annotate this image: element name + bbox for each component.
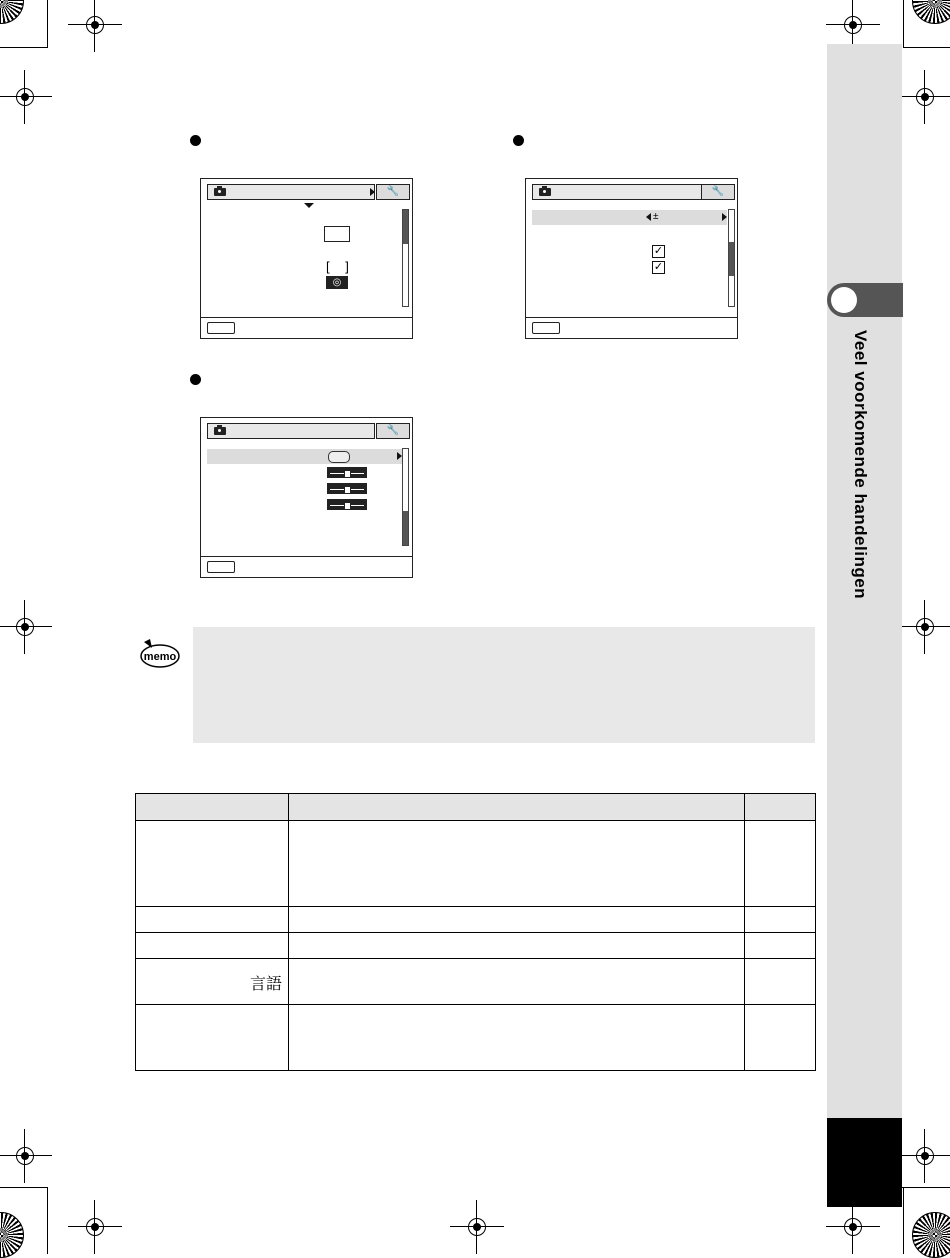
menu-button-indicator[interactable]	[207, 561, 235, 573]
menu-bottom-bar	[201, 317, 412, 338]
menu-button-indicator[interactable]	[532, 322, 560, 334]
arrow-left-icon	[646, 213, 651, 221]
menu-button-indicator[interactable]	[207, 322, 235, 334]
registration-starburst-bottom-right	[912, 1212, 950, 1258]
saturation-slider[interactable]	[327, 483, 367, 494]
menu-scrollbar[interactable]	[402, 448, 409, 546]
camera-icon	[214, 186, 226, 196]
table-cell	[136, 821, 289, 907]
table-header-cell	[745, 794, 816, 821]
table-cell	[289, 959, 745, 1005]
table-header-row	[136, 794, 816, 821]
wrench-icon: 🔧	[386, 425, 400, 436]
menu-scrollbar[interactable]	[402, 209, 409, 307]
table-cell	[289, 821, 745, 907]
memo-note-box	[193, 627, 815, 743]
section-bullet	[190, 374, 201, 385]
crop-line	[47, 0, 48, 48]
table-row	[136, 907, 816, 933]
chapter-number-circle	[831, 287, 857, 313]
chapter-sidebar	[827, 44, 902, 1207]
table-row	[136, 821, 816, 907]
svg-text:memo: memo	[143, 651, 177, 663]
chapter-title: Veel voorkomende handelingen	[851, 330, 870, 600]
camera-menu-screen-2	[525, 178, 738, 339]
crop-line	[903, 47, 950, 48]
settings-table	[135, 793, 816, 1071]
selected-menu-row[interactable]	[207, 449, 403, 464]
registration-mark	[912, 614, 938, 640]
registration-mark	[82, 1214, 108, 1240]
arrow-right-icon	[722, 213, 727, 221]
menu-bottom-bar	[201, 556, 412, 577]
section-bullet	[190, 135, 201, 146]
menu-tab-photo[interactable]	[532, 184, 702, 200]
registration-mark	[840, 1214, 866, 1240]
metering-icon: ◎	[326, 276, 348, 289]
crop-line	[903, 0, 904, 48]
menu-tab-photo[interactable]	[207, 423, 375, 439]
registration-mark	[12, 1143, 38, 1169]
registration-mark	[12, 84, 38, 110]
crop-line	[0, 1187, 48, 1188]
contrast-slider[interactable]	[327, 499, 367, 510]
table-row	[136, 959, 816, 1005]
selected-menu-row[interactable]	[532, 210, 727, 225]
table-header-cell	[289, 794, 745, 821]
registration-mark	[840, 12, 866, 38]
crop-line	[0, 47, 48, 48]
table-cell	[745, 821, 816, 907]
section-bullet	[513, 135, 524, 146]
crop-line	[47, 1187, 48, 1254]
table-cell	[745, 907, 816, 933]
registration-mark	[464, 1214, 490, 1240]
camera-icon	[214, 425, 226, 435]
menu-tab-setup[interactable]	[376, 184, 410, 200]
table-cell-language: 言語	[136, 959, 289, 1005]
wrench-icon: 🔧	[386, 186, 400, 197]
table-row	[136, 1005, 816, 1071]
camera-menu-screen-3	[200, 417, 413, 578]
checkbox-checked-icon[interactable]: ✓	[653, 245, 664, 257]
table-cell	[745, 1005, 816, 1071]
ev-compensation-value: ±	[653, 211, 659, 222]
table-cell	[136, 933, 289, 959]
menu-tab-setup[interactable]	[701, 184, 735, 200]
camera-icon	[539, 186, 551, 196]
registration-mark	[912, 84, 938, 110]
wrench-icon: 🔧	[711, 186, 725, 197]
table-header-cell	[136, 794, 289, 821]
registration-starburst-top-left	[0, 0, 24, 24]
registration-mark	[82, 12, 108, 38]
table-cell	[745, 933, 816, 959]
crop-line	[903, 1187, 904, 1254]
page-number-box	[827, 1118, 902, 1207]
af-frame-icon: [ ]	[326, 259, 355, 274]
table-cell	[745, 959, 816, 1005]
sharpness-slider[interactable]	[327, 467, 367, 478]
setting-value-pill	[328, 451, 350, 463]
table-cell	[136, 907, 289, 933]
registration-mark	[12, 614, 38, 640]
table-cell	[289, 907, 745, 933]
scroll-down-arrow-icon	[304, 203, 314, 208]
table-cell	[289, 933, 745, 959]
registration-mark	[912, 1143, 938, 1169]
table-cell	[136, 1005, 289, 1071]
menu-bottom-bar	[526, 317, 737, 338]
tab-arrow-right-icon	[370, 188, 375, 196]
menu-scrollbar[interactable]	[728, 209, 735, 307]
table-cell	[289, 1005, 745, 1071]
checkbox-checked-icon[interactable]: ✓	[653, 261, 664, 273]
menu-tab-setup[interactable]	[376, 423, 410, 439]
setting-value-box	[324, 226, 350, 242]
camera-menu-screen-1	[200, 178, 413, 339]
registration-starburst-bottom-left	[0, 1212, 24, 1258]
registration-starburst-top-right	[912, 0, 950, 24]
table-row	[136, 933, 816, 959]
memo-icon	[138, 636, 180, 670]
menu-tab-photo[interactable]	[207, 184, 375, 200]
